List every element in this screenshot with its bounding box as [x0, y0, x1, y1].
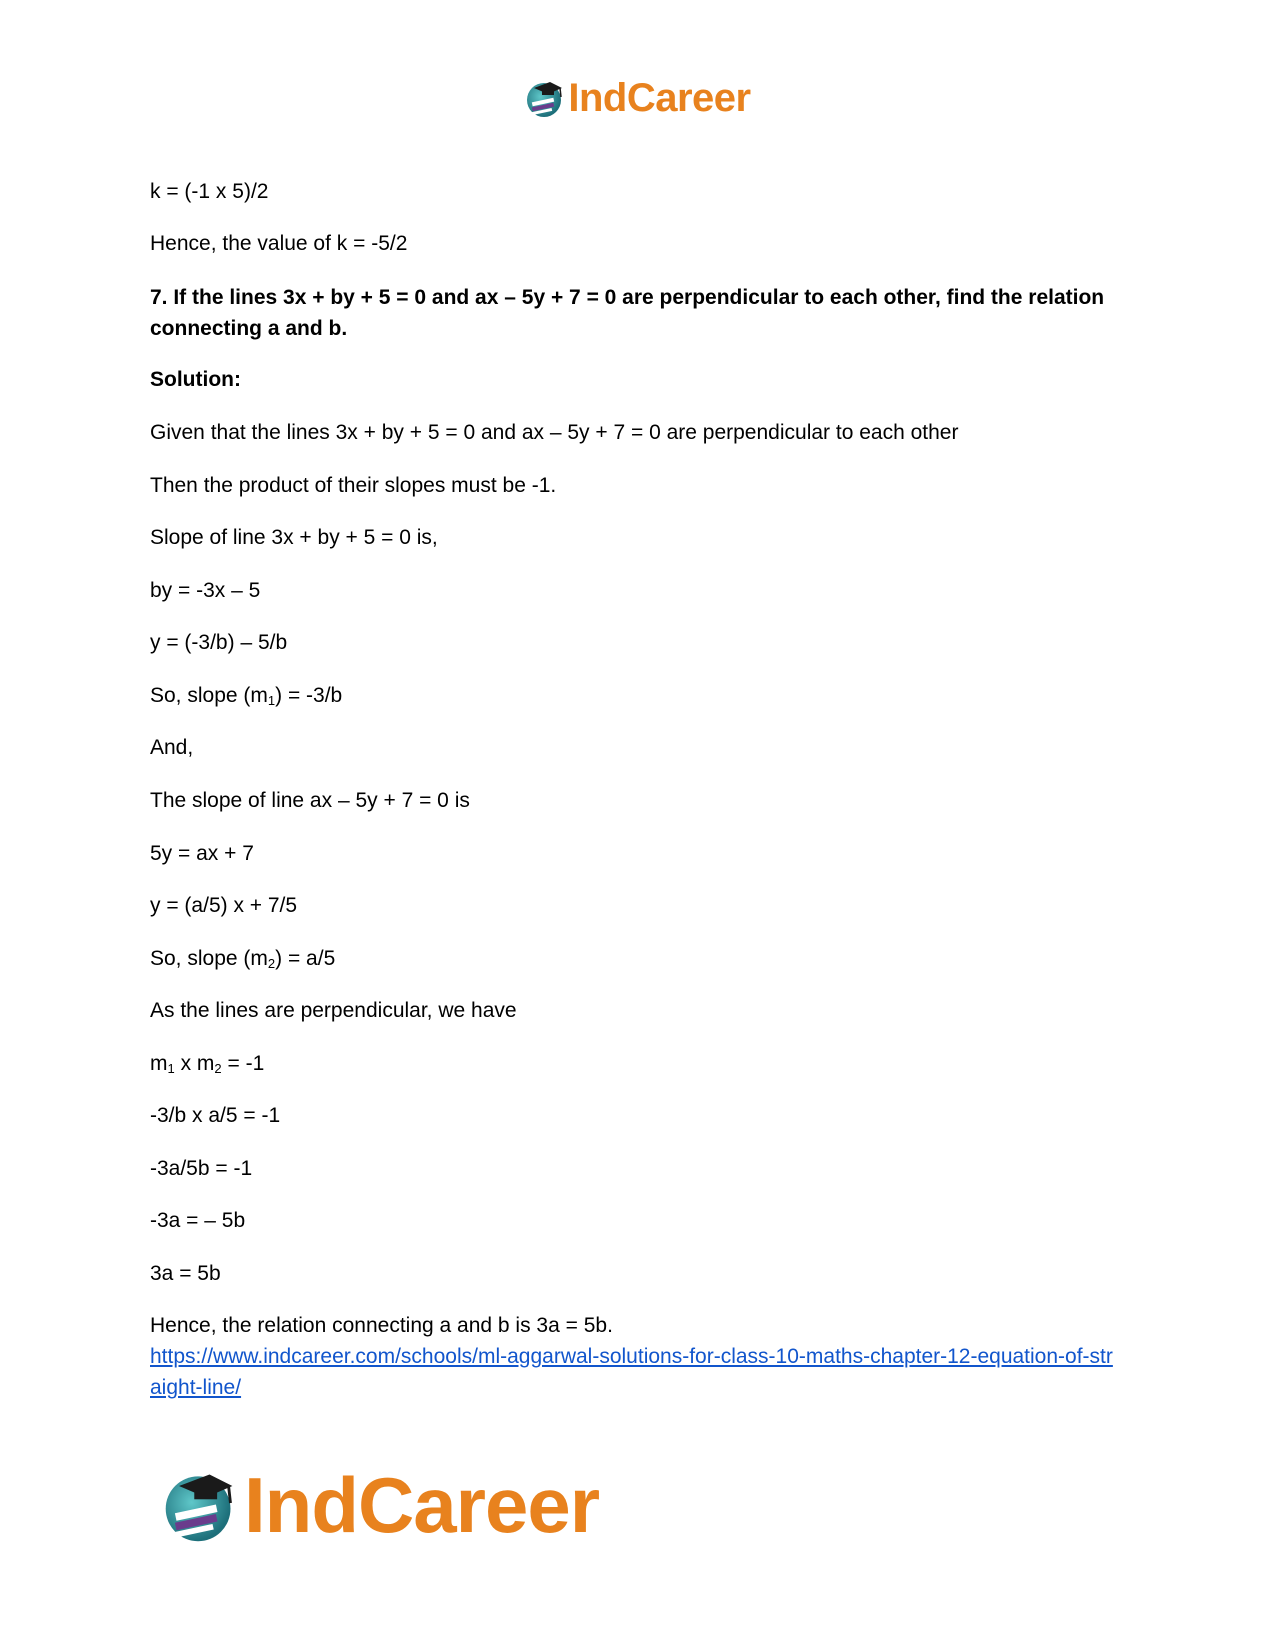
question-7: 7. If the lines 3x + by + 5 = 0 and ax – 5y + 7 = 0 are perpendicular to each other, find the relation connecting a and b.: [150, 286, 1105, 340]
slope-m1: [150, 681, 1130, 711]
logo-text: IndCareer: [244, 1461, 600, 1549]
slope2-intro: The slope of line ax – 5y + 7 = 0 is: [150, 789, 470, 812]
slope-m2-prefix: So, slope (m: [150, 947, 268, 970]
slope-m1-prefix: So, slope (m: [150, 684, 268, 707]
slope-m1-suffix: ) = -3/b: [275, 684, 343, 707]
slope1-intro: Slope of line 3x + by + 5 = 0 is,: [150, 526, 438, 549]
header-logo: [0, 78, 1275, 118]
five-y-equation: 5y = ax + 7: [150, 842, 254, 865]
logo: [524, 78, 750, 118]
equation-d: 3a = 5b: [150, 1262, 221, 1285]
y-equation-2: y = (a/5) x + 7/5: [150, 894, 298, 917]
source-link[interactable]: https://www.indcareer.com/schools/ml-aggarwal-solutions-for-class-10-maths-chapter-12-equation-of-straight-line/: [150, 1345, 1113, 1399]
product-result: = -1: [221, 1052, 265, 1075]
graduation-globe-icon: [524, 78, 566, 118]
slope-m2-suffix: ) = a/5: [275, 947, 336, 970]
m-symbol-2: x m: [174, 1052, 215, 1075]
k-value: Hence, the value of k = -5/2: [150, 232, 408, 255]
solution-label: Solution:: [150, 368, 241, 391]
k-calculation: k = (-1 x 5)/2: [150, 180, 269, 203]
subscript-2: 2: [267, 956, 276, 971]
logo: [160, 1461, 600, 1549]
document-body: [150, 177, 1130, 1403]
product-statement: Then the product of their slopes must be -1.: [150, 474, 557, 497]
conclusion: Hence, the relation connecting a and b is 3a = 5b.: [150, 1314, 613, 1337]
equation-a: -3/b x a/5 = -1: [150, 1104, 281, 1127]
and-text: And,: [150, 736, 194, 759]
graduation-globe-icon: [160, 1466, 240, 1544]
by-equation: by = -3x – 5: [150, 579, 261, 602]
subscript-1: 1: [167, 1061, 175, 1076]
slope-m2: [150, 944, 1130, 974]
m-symbol-1: m: [150, 1052, 168, 1075]
slope-product: [150, 1049, 1130, 1079]
logo-text: IndCareer: [568, 76, 751, 120]
subscript-2: 2: [214, 1061, 222, 1076]
y-equation-1: y = (-3/b) – 5/b: [150, 631, 288, 654]
equation-b: -3a/5b = -1: [150, 1157, 253, 1180]
footer-logo: [160, 1461, 600, 1549]
perpendicular-statement: As the lines are perpendicular, we have: [150, 999, 517, 1022]
given-statement: Given that the lines 3x + by + 5 = 0 and ax – 5y + 7 = 0 are perpendicular to each other: [150, 421, 959, 444]
equation-c: -3a = – 5b: [150, 1209, 246, 1232]
subscript-1: 1: [267, 693, 276, 708]
